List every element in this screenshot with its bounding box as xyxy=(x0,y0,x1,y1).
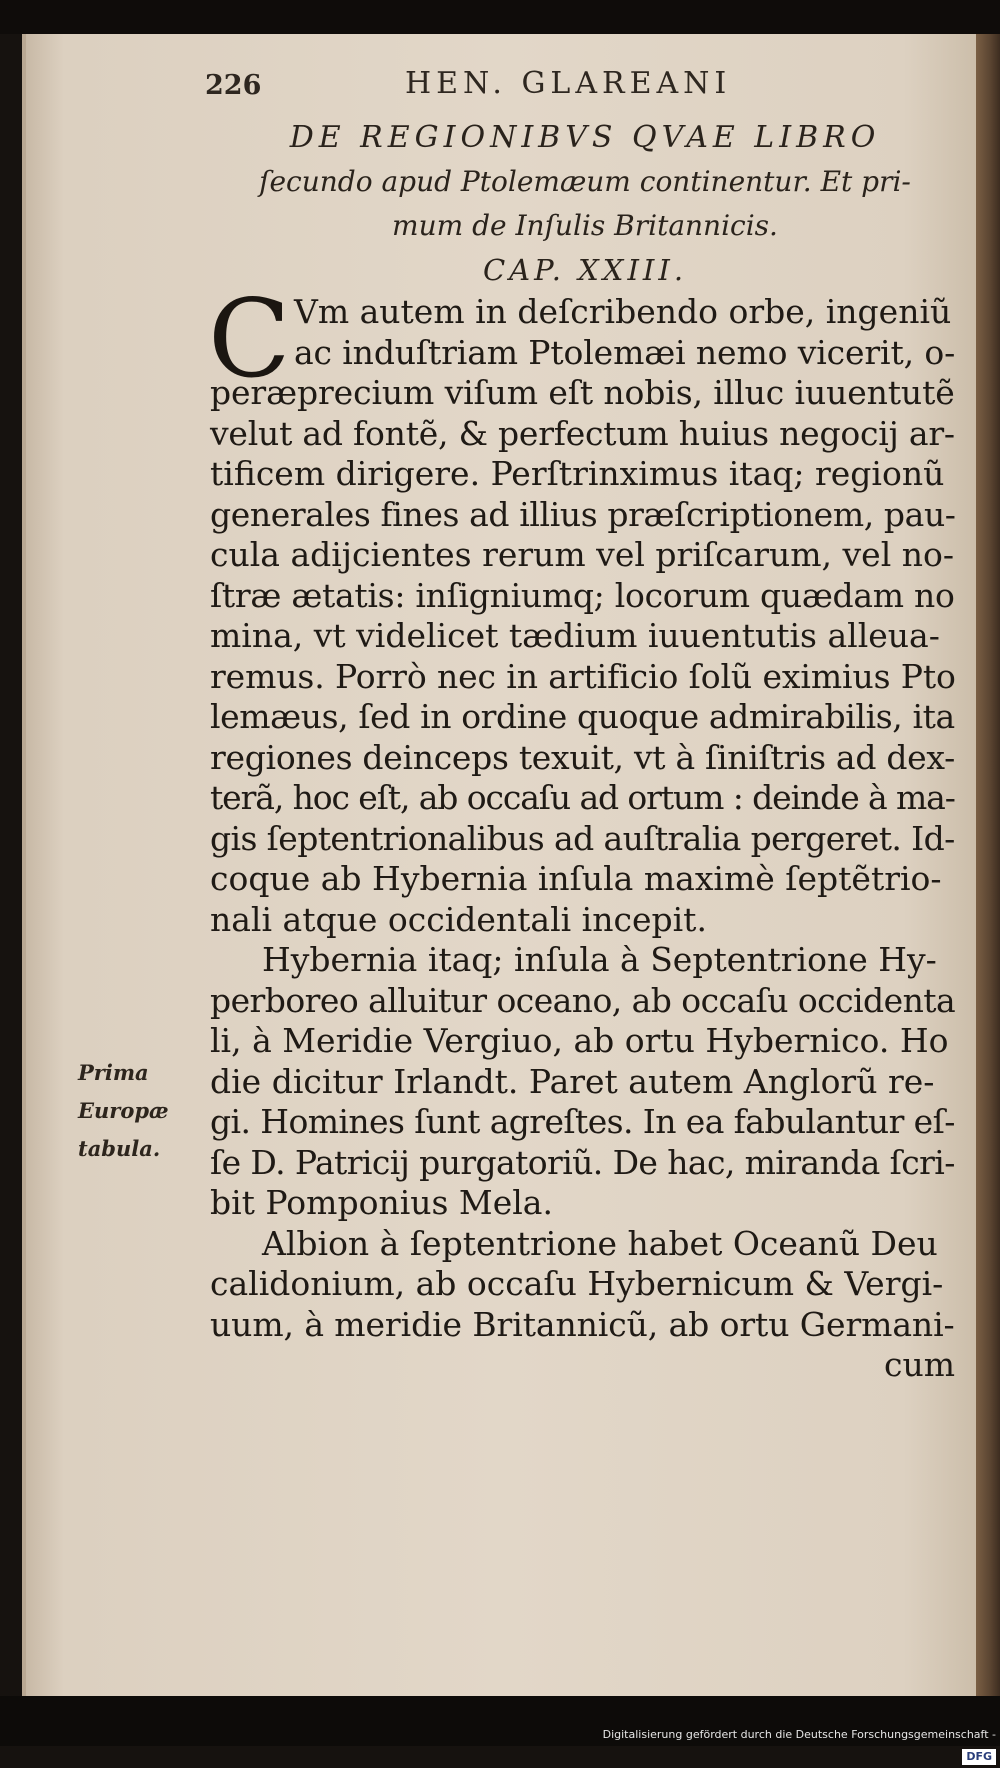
chapter-heading xyxy=(205,116,965,248)
digitization-credit xyxy=(600,1724,1000,1763)
text-line: Albion à ſeptentrione habet Oceanũ Deu xyxy=(262,1223,938,1263)
page-number: 226 xyxy=(205,70,262,101)
text-line: coque ab Hybernia inſula maximè ſeptẽtrio- xyxy=(210,859,942,898)
dfg-logo: DFG xyxy=(962,1749,996,1765)
page-edge xyxy=(976,34,1000,1696)
catchword: cum xyxy=(883,1345,955,1384)
text-line: remus. Porrò nec in artificio ſolũ eximius Pto xyxy=(210,656,956,696)
text-line: ac induſtriam Ptolemæi nemo vicerit, o- xyxy=(294,332,956,372)
credit-text: Digitalisierung gefördert durch die Deutsche Forschungsgemeinschaft - xyxy=(602,1728,996,1741)
text-line: terã, hoc eſt, ab occaſu ad ortum : deinde à ma- xyxy=(210,778,955,817)
heading-line: ſecundo apud Ptolemæum continentur. Et pri- xyxy=(259,165,911,198)
text-line: ſtræ ætatis: inſigniumq; locorum quædam no xyxy=(210,575,955,615)
marginal-note-line: tabula. xyxy=(78,1136,161,1161)
text-line: nali atque occidentali incepit. xyxy=(210,899,707,939)
marginal-note-line: Prima xyxy=(78,1060,149,1085)
text-line: uum, à meridie Britannicũ, ab ortu Germani- xyxy=(210,1304,955,1344)
running-title: HEN. GLAREANI xyxy=(405,66,732,101)
scan-frame-top xyxy=(0,0,1000,34)
heading-line: mum de Inſulis Britannicis. xyxy=(392,209,778,242)
text-line: mina, vt videlicet tædium iuuentutis alleua- xyxy=(210,616,940,655)
text-line: gi. Homines ſunt agreſtes. In ea fabulantur eſ- xyxy=(210,1102,955,1141)
text-line: perboreo alluitur oceano, ab occaſu occidenta xyxy=(210,980,956,1020)
text-line: gis ſeptentrionalibus ad auſtralia pergeret. Id- xyxy=(210,818,955,858)
heading-line: DE REGIONIBVS QVAE LIBRO xyxy=(289,120,881,155)
body-text xyxy=(208,277,956,1386)
text-line: ſe D. Patricij purgatoriũ. De hac, miranda ſcri- xyxy=(210,1142,955,1182)
marginal-note xyxy=(78,1054,198,1168)
text-line: calidonium, ab occaſu Hybernicum & Vergi- xyxy=(210,1264,944,1303)
text-line: cula adijcientes rerum vel priſcarum, vel no- xyxy=(210,535,955,574)
marginal-note-line: Europæ xyxy=(78,1098,169,1123)
text-line: velut ad fontẽ, & perfectum huius negocij ar- xyxy=(210,413,955,453)
drop-cap: C xyxy=(208,277,291,402)
text-line: li, à Meridie Vergiuo, ab ortu Hybernico. Ho xyxy=(210,1021,949,1060)
text-line: tificem dirigere. Perſtrinximus itaq; regionũ xyxy=(210,454,945,493)
chapter-label: CAP. XXIII. xyxy=(482,253,688,287)
text-line: Hybernia itaq; inſula à Septentrione Hy- xyxy=(262,940,937,979)
text-line: bit Pomponius Mela. xyxy=(210,1183,553,1222)
running-head xyxy=(205,66,825,108)
text-line: generales fines ad illius præſcriptionem, pau- xyxy=(210,494,956,534)
text-line: Vm autem in deſcribendo orbe, ingeniũ xyxy=(294,292,952,331)
text-line: die dicitur Irlandt. Paret autem Anglorũ re- xyxy=(210,1061,935,1101)
text-line: lemæus, ſed in ordine quoque admirabilis, ita xyxy=(210,697,955,736)
text-line: regiones deinceps texuit, vt à ſiniſtris ad dex- xyxy=(210,737,956,777)
text-line: peræprecium viſum eſt nobis, illuc iuuentutẽ xyxy=(210,373,955,412)
